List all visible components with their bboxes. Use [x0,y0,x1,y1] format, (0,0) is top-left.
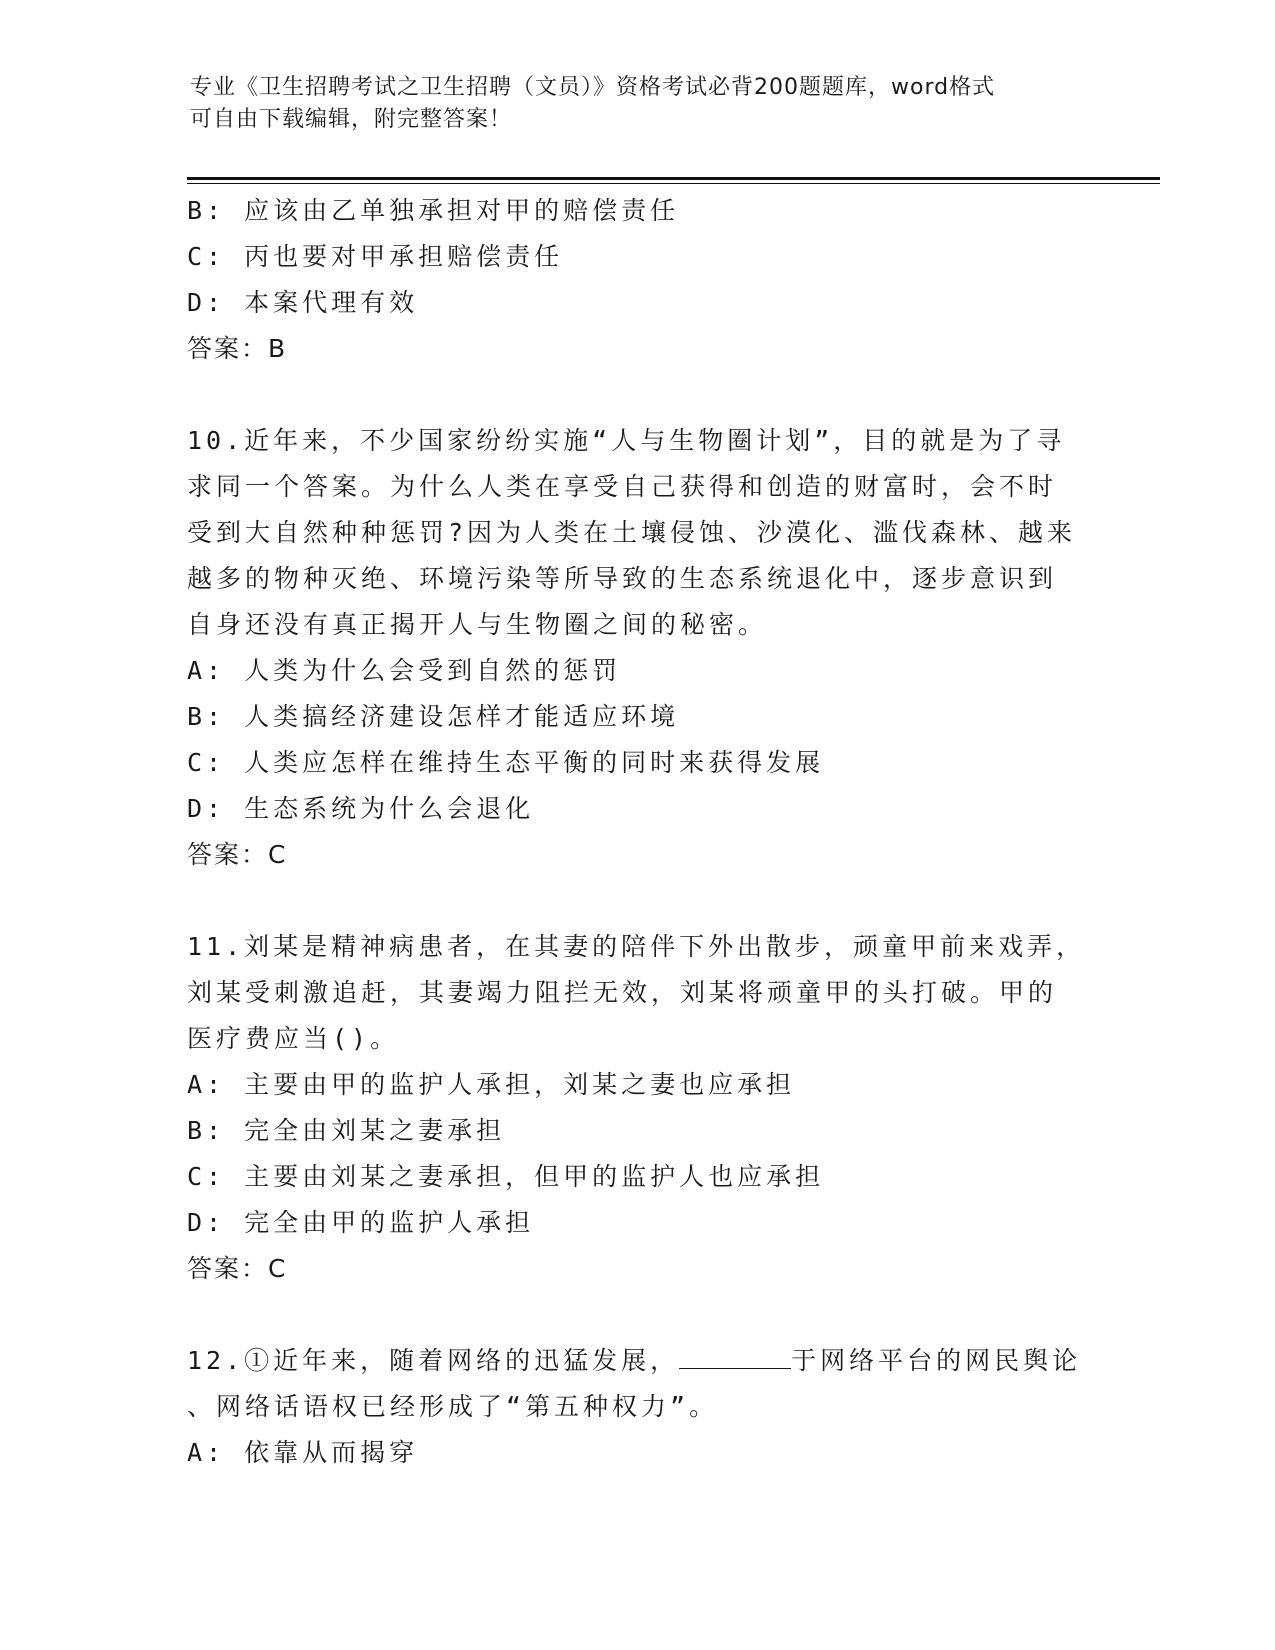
option-d: D: 本案代理有效 [187,288,419,317]
header-title-line-2: 可自由下载编辑，附完整答案！ [190,107,513,132]
question-stem-line: 求同一个答案。为什么人类在享受自己获得和创造的财富时，会不时 [187,472,1058,501]
previous-question-block [187,188,1087,372]
question-12 [187,1338,1087,1476]
question-stem-line: 医疗费应当()。 [187,1024,400,1053]
option-d: D: 完全由甲的监护人承担 [187,1208,535,1237]
option-b: B: 完全由刘某之妻承担 [187,1116,506,1145]
document-body [187,188,1087,1476]
answer-line: 答案：C [187,840,288,869]
header-title-line-1: 专业《卫生招聘考试之卫生招聘（文员）》资格考试必背200题题库，word格式 [190,75,996,100]
question-stem-line: 受到大自然种种惩罚?因为人类在土壤侵蚀、沙漠化、滥伐森林、越来 [187,518,1077,547]
question-stem-suffix: 于网络平台的网民舆论 [791,1346,1082,1375]
option-c: C: 丙也要对甲承担赔偿责任 [187,242,564,271]
question-stem-line: 11.刘某是精神病患者，在其妻的陪伴下外出散步，顽童甲前来戏弄， [187,932,1086,961]
option-a: A: 依靠从而揭穿 [187,1438,419,1467]
question-stem-line: 刘某受刺激追赶，其妻竭力阻拦无效，刘某将顽童甲的头打破。甲的 [187,978,1058,1007]
option-c: C: 主要由刘某之妻承担，但甲的监护人也应承担 [187,1162,825,1191]
question-stem-line: 自身还没有真正揭开人与生物圈之间的秘密。 [187,610,768,639]
question-11 [187,924,1087,1292]
header-divider-thin [187,183,1160,184]
option-b: B: 应该由乙单独承担对甲的赔偿责任 [187,196,680,225]
question-stem-line: 、网络话语权已经形成了“第五种权力”。 [187,1392,719,1421]
question-stem-prefix: 12.①近年来，随着网络的迅猛发展， [187,1346,680,1375]
question-10 [187,418,1087,878]
option-d: D: 生态系统为什么会退化 [187,794,535,823]
header-divider-thick [187,177,1160,180]
question-stem-line: 越多的物种灭绝、环境污染等所导致的生态系统退化中，逐步意识到 [187,564,1058,593]
option-a: A: 人类为什么会受到自然的惩罚 [187,656,622,685]
option-c: C: 人类应怎样在维持生态平衡的同时来获得发展 [187,748,825,777]
answer-line: 答案：C [187,1254,288,1283]
fill-in-blank [679,1348,791,1369]
answer-line: 答案：B [187,334,288,363]
question-stem-line [187,1338,1087,1384]
option-a: A: 主要由甲的监护人承担，刘某之妻也应承担 [187,1070,796,1099]
document-header [190,72,1070,136]
option-b: B: 人类搞经济建设怎样才能适应环境 [187,702,680,731]
question-stem-line: 10.近年来，不少国家纷纷实施“人与生物圈计划”，目的就是为了寻 [187,426,1066,455]
